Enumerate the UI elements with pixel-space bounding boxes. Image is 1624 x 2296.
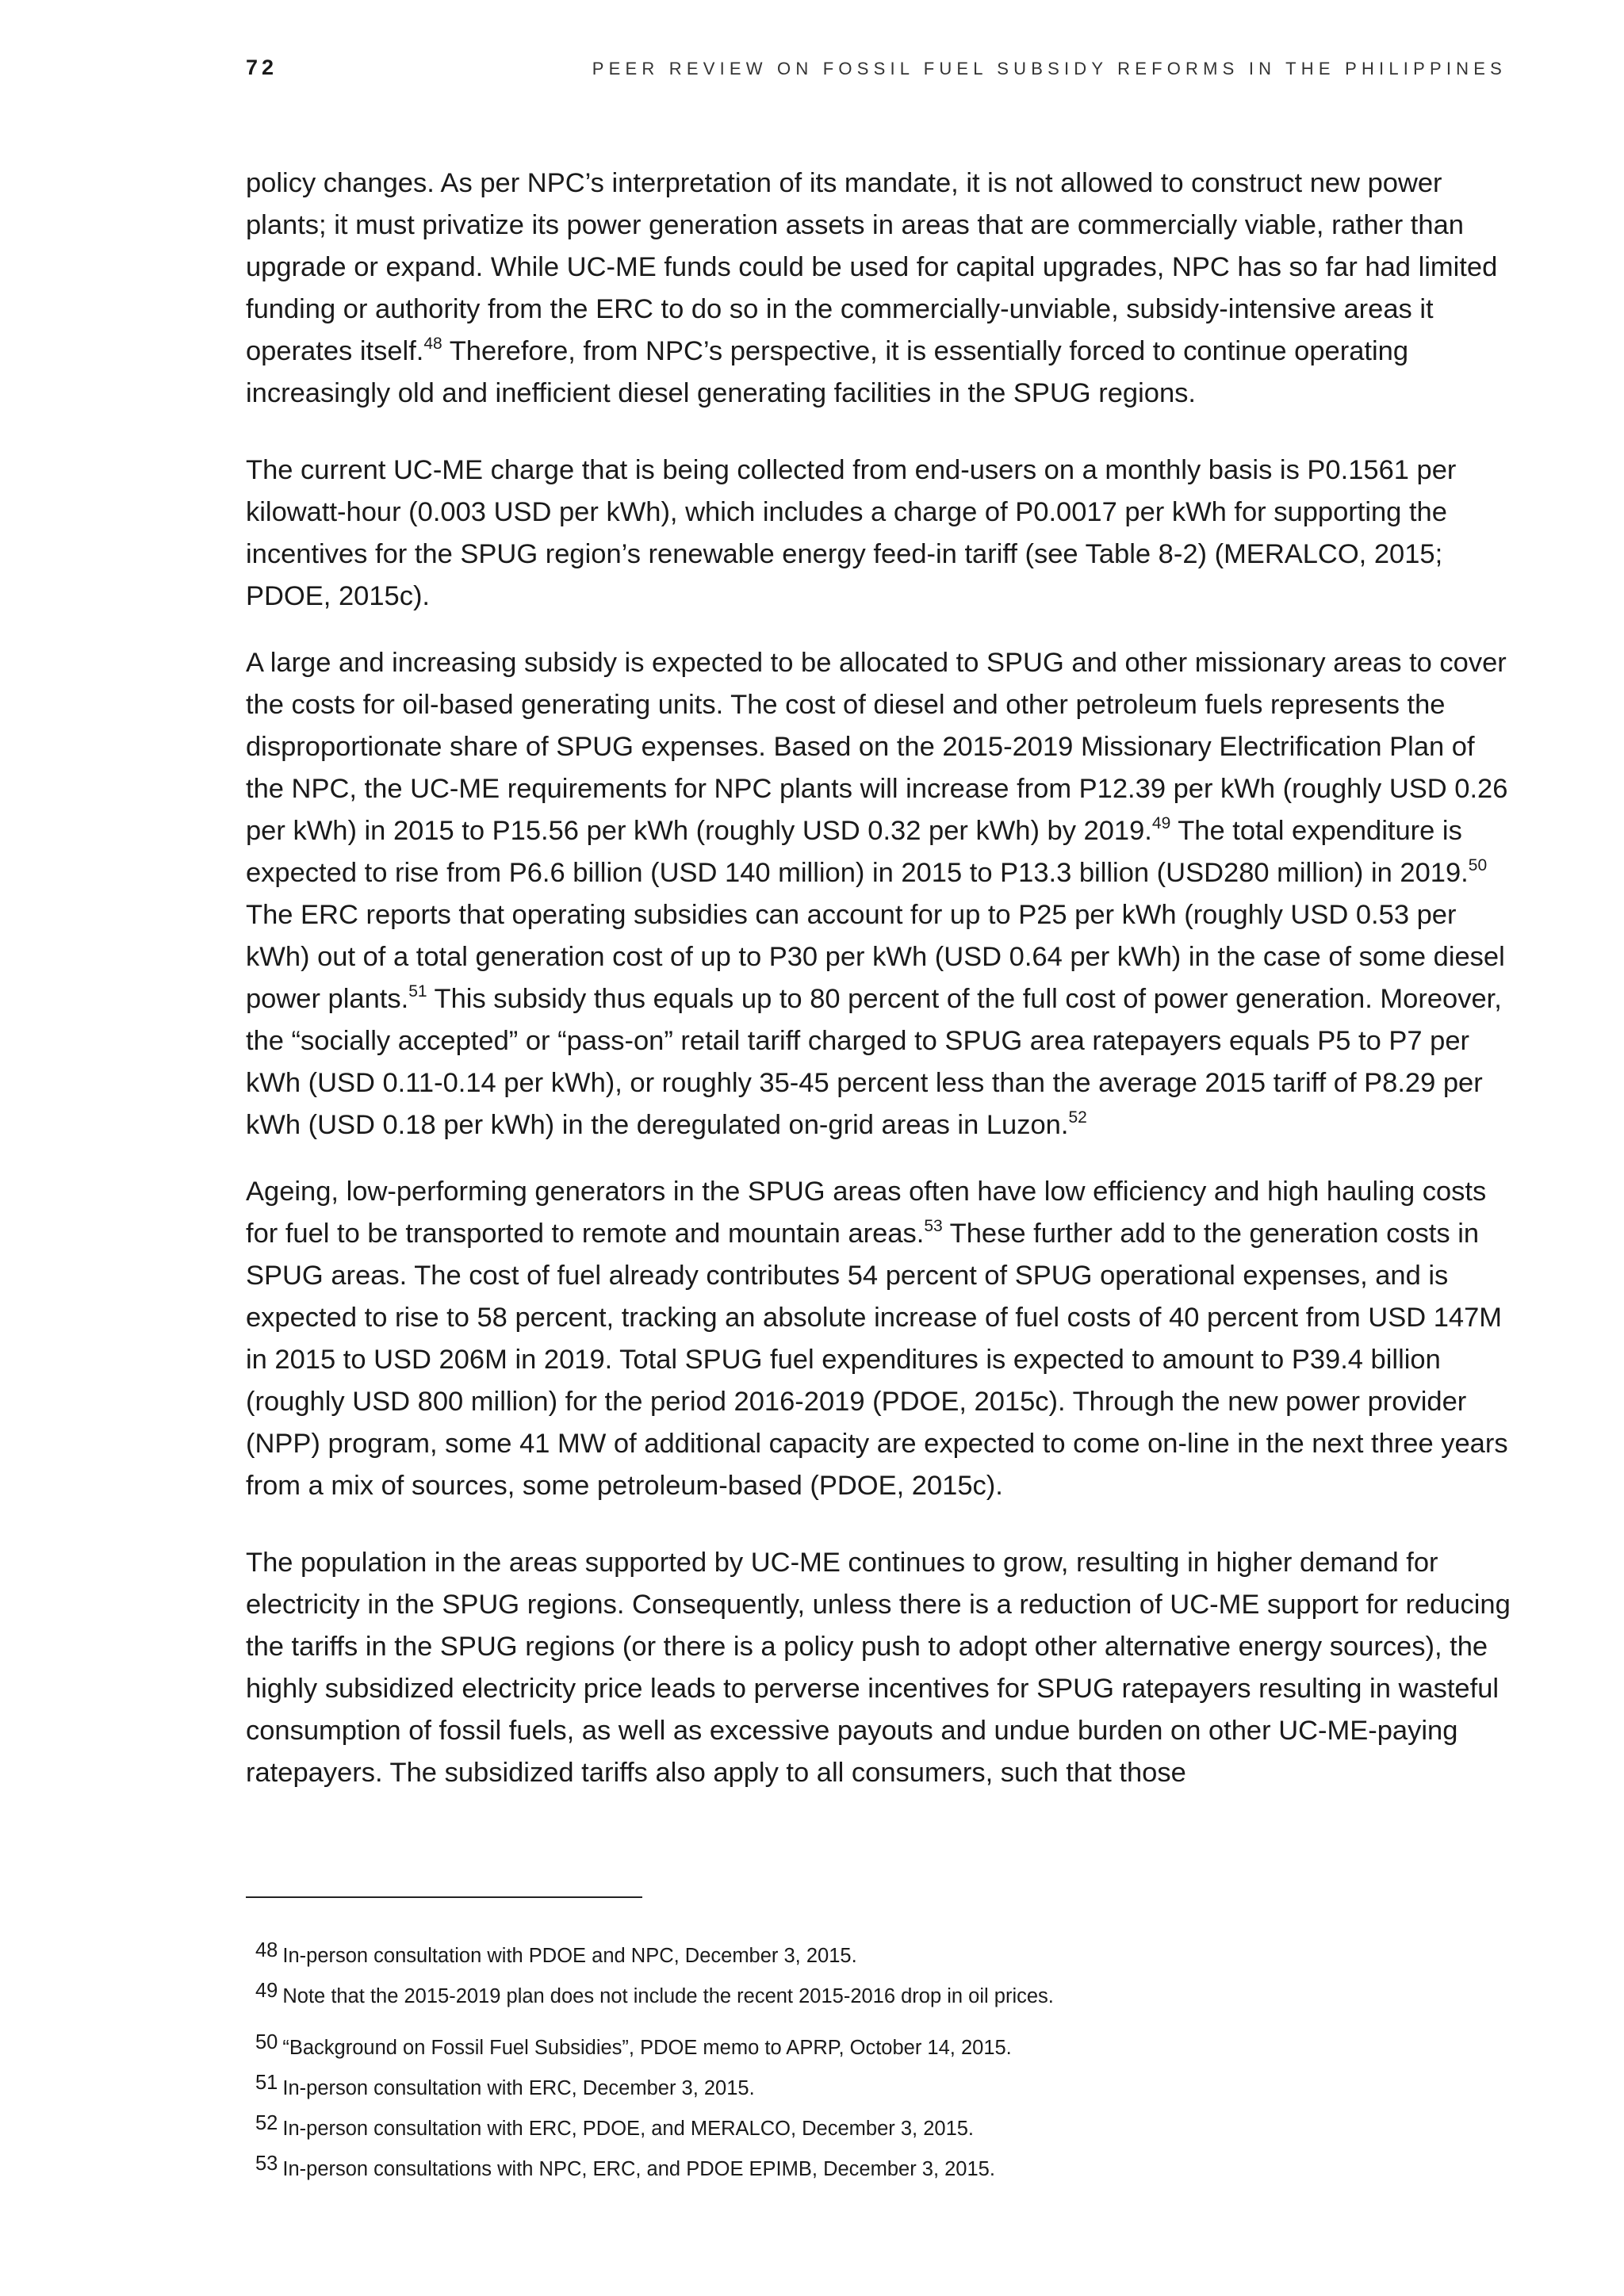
footnote-49 bbox=[255, 1973, 1445, 2014]
paragraph-population-demand bbox=[246, 1542, 1511, 1794]
paragraph-ageing-generators bbox=[246, 1171, 1511, 1507]
footnote-ref[interactable]: 52 bbox=[1068, 1108, 1087, 1127]
footnote-text: In-person consultation with ERC, PDOE, and MERALCO, December 3, 2015. bbox=[282, 2118, 975, 2140]
paragraph-npc-mandate bbox=[246, 163, 1511, 415]
paragraph-subsidy-allocation bbox=[246, 642, 1511, 1146]
footnote-number: 52 bbox=[255, 2112, 278, 2134]
running-title: PEER REVIEW ON FOSSIL FUEL SUBSIDY REFORMS IN THE PHILIPPINES bbox=[592, 59, 1507, 78]
footnote-ref[interactable]: 51 bbox=[408, 982, 427, 1001]
footnote-text: “Background on Fossil Fuel Subsidies”, PDOE memo to APRP, October 14, 2015. bbox=[282, 2037, 1012, 2059]
footnote-number: 51 bbox=[255, 2072, 278, 2094]
footnote-text: In-person consultation with ERC, December 3, 2015. bbox=[282, 2077, 755, 2099]
body-text bbox=[246, 163, 1511, 1794]
footnote-text: In-person consultations with NPC, ERC, and PDOE EPIMB, December 3, 2015. bbox=[282, 2158, 995, 2180]
footnote-number: 50 bbox=[255, 2031, 278, 2053]
page-header bbox=[246, 55, 1507, 87]
footnote-ref[interactable]: 48 bbox=[423, 335, 442, 353]
paragraph-ucme-charge bbox=[246, 450, 1511, 618]
paragraph-text: The ERC reports that operating subsidies can account for up to P25 per kWh (roughly USD 0.53 per kWh) out of a total generation cost of up to P30 per kWh (USD 0.64 per kWh) in the case of some diesel power plants. bbox=[246, 900, 1505, 1014]
paragraph-text: policy changes. As per NPC’s interpretation of its mandate, it is not allowed to construct new power plants; it must privatize its power generation assets in areas that are commercially viable, rather than upgrade or expand. While UC-ME funds could be used for capital upgrades, NPC has so far had limited funding or authority from the ERC to do so in the commercially-unviable, subsidy-intensive areas it operates itself. bbox=[246, 168, 1498, 366]
footnote-ref[interactable]: 49 bbox=[1151, 814, 1171, 832]
paragraph-text: Ageing, low-performing generators in the SPUG areas often have low efficiency and high hauling costs for fuel to be transported to remote and mountain areas. bbox=[246, 1177, 1487, 1249]
footnote-ref[interactable]: 50 bbox=[1468, 856, 1488, 874]
paragraph-text: This subsidy thus equals up to 80 percent of the full cost of power generation. Moreover, the “socially accepted” or “pass-on” retail tariff charged to SPUG area ratepayers equals P5 to P7 per kWh (USD 0.11-0.14 per kWh), or roughly 35-45 percent less than the average 2015 tariff of P8.29 per kWh (USD 0.18 per kWh) in the deregulated on-grid areas in Luzon. bbox=[246, 984, 1502, 1140]
paragraph-text: The current UC-ME charge that is being collected from end-users on a monthly basis is P0.1561 per kilowatt-hour (0.003 USD per kWh), which includes a charge of P0.0017 per kWh for supporting the incentives for the SPUG region’s renewable energy feed-in tariff (see Table 8-2) (MERALCO, 2015; PDOE, 2015c). bbox=[246, 455, 1457, 611]
footnote-ref[interactable]: 53 bbox=[924, 1217, 943, 1235]
footnote-number: 49 bbox=[255, 1980, 278, 2002]
footnotes bbox=[255, 1933, 1445, 2187]
paragraph-text: These further add to the generation costs in SPUG areas. The cost of fuel already contributes 54 percent of SPUG operational expenses, and is expected to rise to 58 percent, tracking an absolute increase of fuel costs of 40 percent from USD 147M in 2015 to USD 206M in 2019. Total SPUG fuel expenditures is expected to amount to P39.4 billion (roughly USD 800 million) for the period 2016-2019 (PDOE, 2015c). Through the new power provider (NPP) program, some 41 MW of additional capacity are expected to come on-line in the next three years from a mix of sources, some petroleum-based (PDOE, 2015c). bbox=[246, 1219, 1508, 1501]
footnote-50 bbox=[255, 2025, 1445, 2065]
paragraph-text: Therefore, from NPC’s perspective, it is essentially forced to continue operating increasingly old and inefficient diesel generating facilities in the SPUG regions. bbox=[246, 336, 1409, 408]
footnote-48 bbox=[255, 1933, 1445, 1973]
footnote-text: Note that the 2015-2019 plan does not include the recent 2015-2016 drop in oil prices. bbox=[282, 1985, 1054, 2007]
footnote-51 bbox=[255, 2065, 1445, 2106]
footnote-52 bbox=[255, 2106, 1445, 2146]
paragraph-text: The population in the areas supported by UC-ME continues to grow, resulting in higher demand for electricity in the SPUG regions. Consequently, unless there is a reduction of UC-ME support for reducing the tariffs in the SPUG regions (or there is a policy push to adopt other alternative energy sources), the highly subsidized electricity price leads to perverse incentives for SPUG ratepayers resulting in wasteful consumption of fossil fuels, as well as excessive payouts and undue burden on other UC-ME-paying ratepayers. The subsidized tariffs also apply to all consumers, such that those bbox=[246, 1548, 1511, 1788]
paragraph-text: The total expenditure is expected to rise from P6.6 billion (USD 140 million) in 2015 to P13.3 billion (USD280 million) in 2019. bbox=[246, 816, 1469, 888]
footnote-text: In-person consultation with PDOE and NPC, December 3, 2015. bbox=[282, 1945, 857, 1967]
footnote-number: 48 bbox=[255, 1939, 278, 1961]
page-number: 72 bbox=[246, 55, 278, 79]
footnote-53 bbox=[255, 2146, 1445, 2187]
footnote-number: 53 bbox=[255, 2152, 278, 2175]
paragraph-text: A large and increasing subsidy is expected to be allocated to SPUG and other missionary areas to cover the costs for oil-based generating units. The cost of diesel and other petroleum fuels represents the disproportionate share of SPUG expenses. Based on the 2015-2019 Missionary Electrification Plan of the NPC, the UC-ME requirements for NPC plants will increase from P12.39 per kWh (roughly USD 0.26 per kWh) in 2015 to P15.56 per kWh (roughly USD 0.32 per kWh) by 2019. bbox=[246, 648, 1508, 846]
footnote-separator bbox=[246, 1896, 642, 1898]
